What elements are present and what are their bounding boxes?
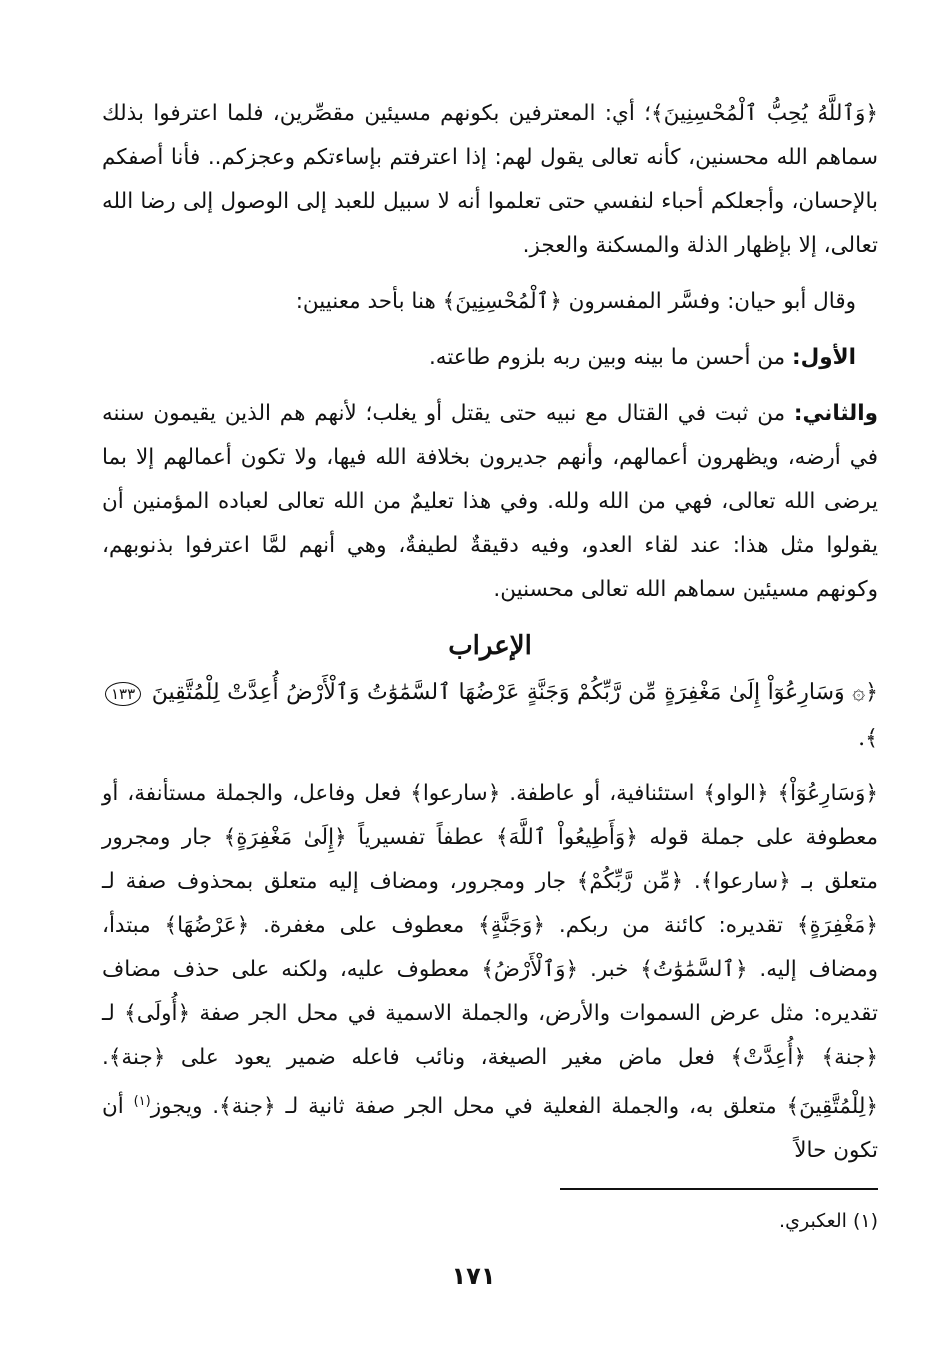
paragraph-grammatical-analysis <box>102 772 878 1173</box>
analysis-text: ﴿وَسَارِعُوٓاْ﴾ ﴿الواو﴾ استئنافية، أو عاطفة. ﴿سارعوا﴾ فعل وفاعل، والجملة مستأنفة، أو معطوفة على جملة قوله ﴿وَأَطِيعُواْ ٱللَّهَ﴾ عطفاً تفسيرياً ﴿إِلَىٰ مَغْفِرَةٍ﴾ جار ومجرور متعلق بـ ﴿سارعوا﴾. ﴿مِّن رَّبِّكُمْ﴾ جار ومجرور، ومضاف إليه متعلق بمحذوف صفة لـ ﴿مَغْفِرَةٍ﴾ تقديره: كائنة من ربكم. ﴿وَجَنَّةٍ﴾ معطوف على مغفرة. ﴿عَرْضُهَا﴾ مبتدأ، ومضاف إليه. ﴿ٱلسَّمَٰوَٰتُ﴾ خبر. ﴿وَٱلْأَرْضُ﴾ معطوف عليه، ولكنه على حذف مضاف تقديره: مثل عرض السموات والأرض، والجملة الاسمية في محل الجر صفة ﴿أُولَى﴾ لـ ﴿جنة﴾ ﴿أُعِدَّتْ﴾ فعل ماض مغير الصيغة، ونائب فاعله ضمير يعود على ﴿جنة﴾. ﴿لِلْمُتَّقِينَ﴾ متعلق به، والجملة الفعلية في محل الجر صفة ثانية لـ ﴿جنة﴾. ويجوز <box>102 781 878 1120</box>
footnote: (١) العكبري. <box>779 1210 878 1232</box>
verse-text: ﴿۞ وَسَارِعُوٓاْ إِلَىٰ مَغْفِرَةٍ مِّن رَّبِّكُمْ وَجَنَّةٍ عَرْضُهَا ٱلسَّمَٰوَٰتُ وَٱلْأَرْضُ أُعِدَّتْ لِلْمُتَّقِينَ <box>151 680 878 705</box>
quran-verse <box>102 670 878 762</box>
verse-closing: ﴾. <box>858 726 878 751</box>
page-number: ١٧١ <box>451 1262 496 1290</box>
paragraph-abu-hayyan: وقال أبو حيان: وفسَّر المفسرون ﴿ٱلْمُحْسِنِينَ﴾ هنا بأحد معنيين: <box>295 289 856 314</box>
paragraph-second-meaning <box>102 392 878 612</box>
first-meaning-text: من أحسن ما بينه وبين ربه بلزوم طاعته. <box>428 345 792 370</box>
first-meaning-label: الأول: <box>792 345 856 370</box>
paragraph-commentary: ﴿وَٱللَّهُ يُحِبُّ ٱلْمُحْسِنِينَ﴾؛ أي: المعترفين بكونهم مسيئين مقصِّرين، فلما اعترفوا بذلك سماهم الله محسنين، كأنه تعالى يقول لهم: إذا اعترفتم بإساءتكم وعجزكم.. فأنا أصفكم بالإحسان، وأجعلكم أحباء لنفسي حتى تعلموا أنه لا سبيل للعبد إلى الوصول إلى رضا الله تعالى، إلا بإظهار الذلة والمسكنة والعجز. <box>102 101 878 258</box>
second-meaning-text: من ثبت في القتال مع نبيه حتى يقتل أو يغلب؛ لأنهم هم الذين يقيمون سننه في أرضه، ويظهرون أعمالهم، وأنهم جديرون بخلافة الله فيها، ولا تكون أعمالهم إلا بما يرضى الله تعالى، فهي من الله ولله. وفي هذا تعليمٌ من الله تعالى لعباده المؤمنين أن يقولوا مثل هذا: عند لقاء العدو، وفيه دقيقةٌ لطيفةٌ، وهي أنهم لمَّا اعترفوا بذنوبهم، وكونهم مسيئين سماهم الله تعالى محسنين. <box>102 401 878 602</box>
ayah-number-marker: ١٣٣ <box>105 682 141 706</box>
paragraph-first-meaning <box>102 336 878 380</box>
footnote-reference: (١) <box>133 1094 151 1109</box>
analysis-text-end: أن تكون حالاً <box>102 1094 878 1164</box>
section-title: الإعراب <box>448 631 532 661</box>
page-body <box>102 92 878 1173</box>
second-meaning-label: والثاني: <box>793 401 878 426</box>
footnote-divider <box>560 1188 878 1190</box>
